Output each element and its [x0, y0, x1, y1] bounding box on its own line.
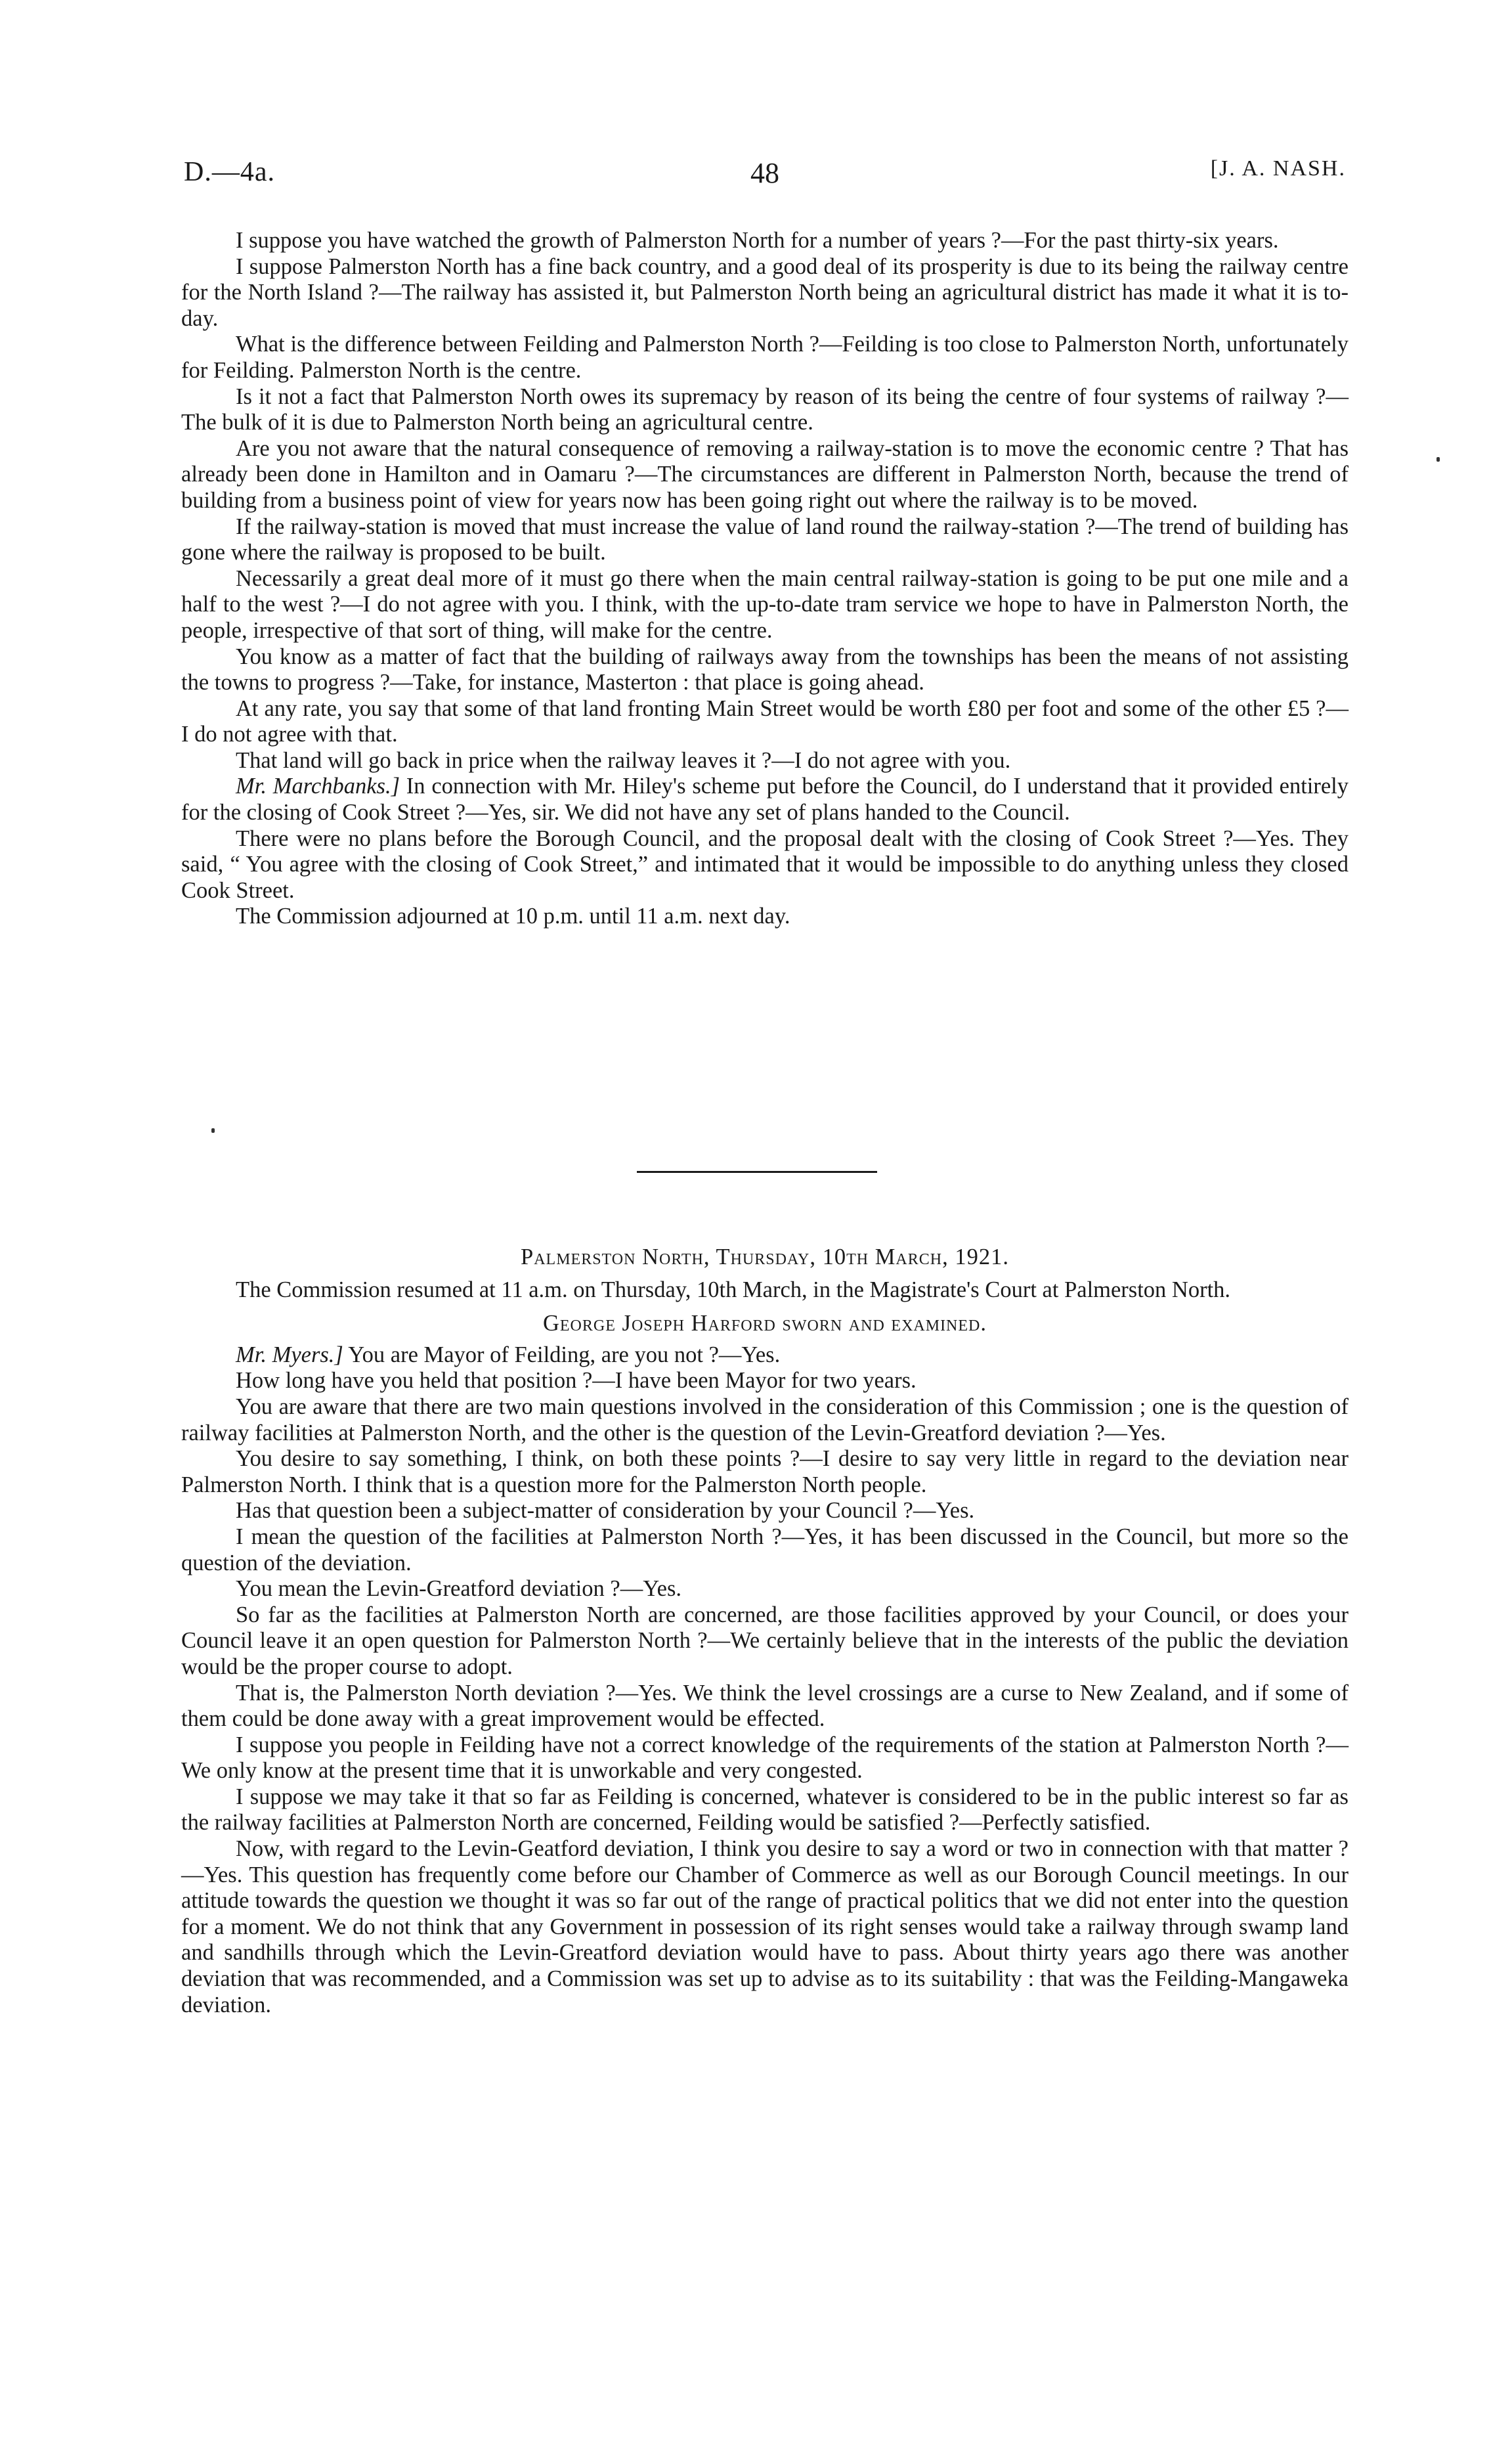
paragraph: You are aware that there are two main questions involved in the consideration of this Commission ; one is the question of railway facilities at Palmerston North, and the other is the question of the Levin-Greatford deviation ?—Yes.	[181, 1394, 1349, 1445]
paragraph: I suppose Palmerston North has a fine back country, and a good deal of its prosperity is due to its being the railway centre for the North Island ?—The railway has assisted it, but Palmerston North being an agricultural district has made it what it is to-day.	[181, 253, 1349, 331]
paragraph: I suppose you have watched the growth of Palmerston North for a number of years ?—For the past thirty-six years.	[236, 228, 1279, 253]
paragraph: I suppose you people in Feilding have not a correct knowledge of the requirements of the station at Palmerston North ?—We only know at the present time that it is unworkable and very congested.	[181, 1732, 1349, 1784]
page-header	[184, 156, 1346, 196]
paragraph: Now, with regard to the Levin-Geatford deviation, I think you desire to say a word or two in connection with that matter ?—Yes. This question has frequently come before our Chamber of Commerce as well as our Borough Council meetings. In our attitude towards the question we thought it was so far out of the range of practical politics that we did not enter into the question for a moment. We do not think that any Government in possession of its right senses would take a railway through swamp land and sandhills through which the Levin-Greatford deviation would have to pass. About thirty years ago there was another deviation that was recommended, and a Commission was set up to advise as to its suitability : that was the Feilding-Mangaweka deviation.	[181, 1836, 1349, 2017]
paragraph: That land will go back in price when the railway leaves it ?—I do not agree with you.	[236, 747, 1011, 773]
witness-heading: George Joseph Harford sworn and examined.	[542, 1311, 987, 1336]
paragraph: The Commission resumed at 11 a.m. on Thursday, 10th March, in the Magistrate's Court at Palmerston North.	[236, 1277, 1231, 1302]
document-reference: D.—4a.	[184, 157, 275, 187]
paragraph-marchbanks	[181, 774, 1349, 825]
speaker-text: You are Mayor of Feilding, are you not ?—Yes.	[343, 1342, 781, 1367]
paragraph: Necessarily a great deal more of it must go there when the main central railway-station is going to be put one mile and a half to the west ?—I do not agree with you. I think, with the up-to-date tram service we hope to have in Palmerston North, the people, irrespective of that sort of thing, will make for the centre.	[181, 565, 1349, 643]
evidence-section-2	[181, 1244, 1349, 2018]
paragraph: I suppose we may take it that so far as Feilding is concerned, whatever is considered to be in the public interest so far as the railway facilities at Palmerston North are concerned, Feilding would be satisfied ?—Perfectly satisfied.	[181, 1784, 1349, 1836]
paragraph-myers	[181, 1342, 1349, 1369]
paragraph: There were no plans before the Borough Council, and the proposal dealt with the closing of Cook Street ?—Yes. They said, “ You agree with the closing of Cook Street,” and intimated that it would be impossible to do anything unless they closed Cook Street.	[181, 825, 1349, 903]
paragraph: Is it not a fact that Palmerston North owes its supremacy by reason of its being the centre of four systems of railway ?—The bulk of it is due to Palmerston North being an agricultural centre.	[181, 384, 1349, 435]
paragraph: Has that question been a subject-matter of consideration by your Council ?—Yes.	[236, 1498, 975, 1524]
print-speck	[211, 1128, 215, 1133]
paragraph: At any rate, you say that some of that land fronting Main Street would be worth £80 per foot and some of the other £5 ?—I do not agree with that.	[181, 695, 1349, 747]
witness-running-head: [J. A. NASH.	[1210, 156, 1346, 181]
paragraph: So far as the facilities at Palmerston North are concerned, are those facilities approved by your Council, or does your Council leave it an open question for Palmerston North ?—We certainly believe that in the interests of the public the deviation would be the proper course to adopt.	[181, 1602, 1349, 1679]
paragraph: You desire to say something, I think, on both these points ?—I desire to say very little in regard to the deviation near Palmerston North. I think that is a question more for the Palmerston North people.	[181, 1446, 1349, 1497]
speaker-name: Mr. Marchbanks.]	[236, 774, 400, 799]
section-divider	[637, 1171, 877, 1173]
speaker-name: Mr. Myers.]	[236, 1342, 343, 1367]
paragraph: How long have you held that position ?—I have been Mayor for two years.	[236, 1368, 917, 1394]
page-number: 48	[750, 157, 779, 189]
paragraph: If the railway-station is moved that must increase the value of land round the railway-station ?—The trend of building has gone where the railway is proposed to be built.	[181, 514, 1349, 565]
paragraph: I mean the question of the facilities at Palmerston North ?—Yes, it has been discussed in the Council, but more so the question of the deviation.	[181, 1524, 1349, 1575]
speaker-text: In connection with Mr. Hiley's scheme put before the Council, do I understand that it provided entirely for the closing of Cook Street ?—Yes, sir. We did not have any set of plans handed to the Council.	[181, 774, 1349, 825]
paragraph: What is the difference between Feilding and Palmerston North ?—Feilding is too close to Palmerston North, unfortunately for Feilding. Palmerston North is the centre.	[181, 332, 1349, 383]
paragraph: You mean the Levin-Greatford deviation ?—Yes.	[236, 1576, 682, 1602]
paragraph: That is, the Palmerston North deviation ?—Yes. We think the level crossings are a curse to New Zealand, and if some of them could be done away with a great improvement would be effected.	[181, 1680, 1349, 1732]
paragraph: You know as a matter of fact that the building of railways away from the townships has been the means of not assisting the towns to progress ?—Take, for instance, Masterton : that place is going ahead.	[181, 644, 1349, 695]
paragraph: Are you not aware that the natural consequence of removing a railway-station is to move the economic centre ? That has already been done in Hamilton and in Oamaru ?—The circumstances are different in Palmerston North, because the trend of building from a business point of view for years now has been going right out where the railway is to be moved.	[181, 435, 1349, 513]
adjournment-note: The Commission adjourned at 10 p.m. until 11 a.m. next day.	[236, 904, 790, 929]
sitting-title: Palmerston North, Thursday, 10th March, 1921.	[521, 1244, 1009, 1269]
print-speck	[1436, 457, 1440, 462]
evidence-section-1	[181, 228, 1349, 930]
